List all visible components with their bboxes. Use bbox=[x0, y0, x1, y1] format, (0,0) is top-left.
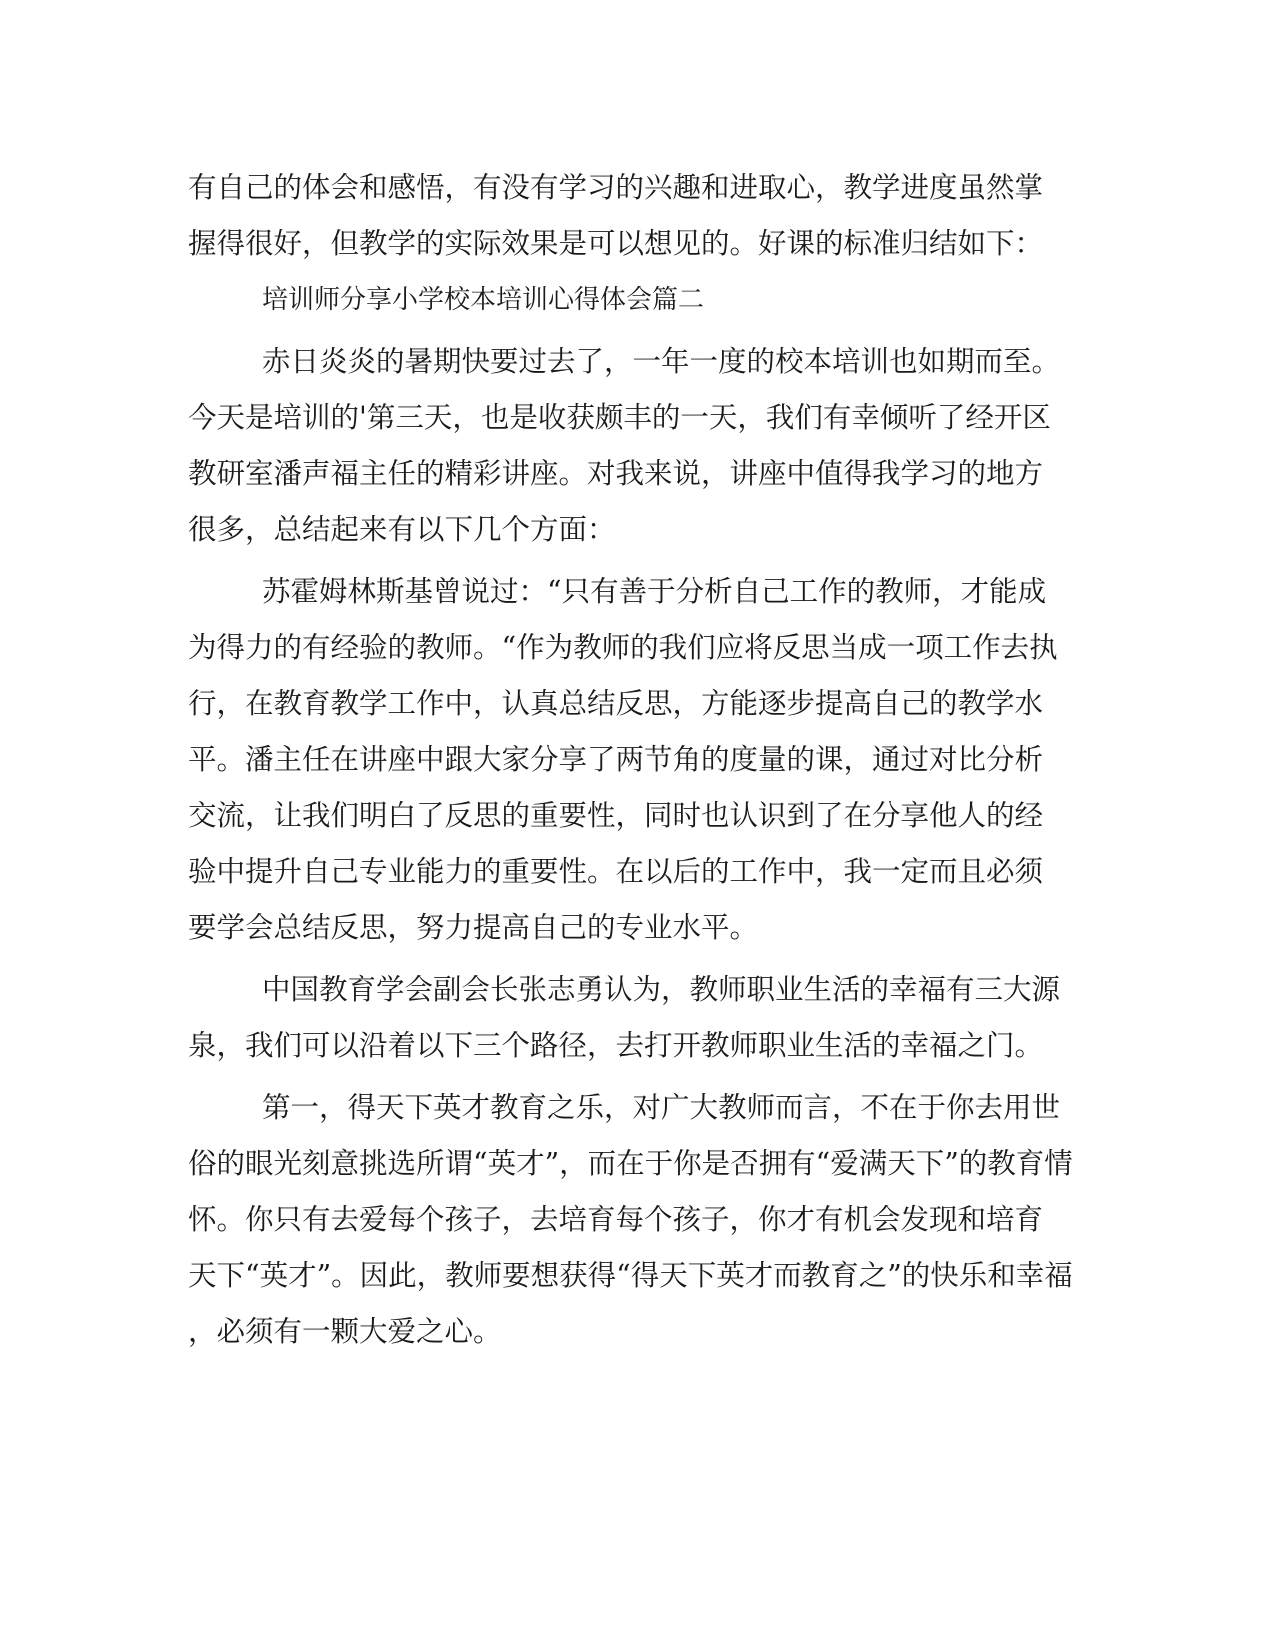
paragraph-first-line: 苏霍姆林斯基曾说过：“只有善于分析自己工作的教师，才能成 bbox=[262, 575, 1047, 608]
text-line: 天下“英才”。因此，教师要想获得“得天下英才而教育之”的快乐和幸福 bbox=[188, 1259, 1073, 1292]
text-line: 有自己的体会和感悟，有没有学习的兴趣和进取心，教学进度虽然掌 bbox=[188, 171, 1044, 204]
paragraph-first-line: 第一，得天下英才教育之乐，对广大教师而言，不在于你去用世 bbox=[262, 1091, 1061, 1124]
text-line: 泉，我们可以沿着以下三个路径，去打开教师职业生活的幸福之门。 bbox=[188, 1029, 1044, 1062]
text-line: 要学会总结反思，努力提高自己的专业水平。 bbox=[188, 911, 759, 944]
document-body bbox=[188, 160, 1088, 1360]
text-line: 平。潘主任在讲座中跟大家分享了两节角的度量的课，通过对比分析 bbox=[188, 743, 1044, 776]
text-line: 验中提升自己专业能力的重要性。在以后的工作中，我一定而且必须 bbox=[188, 855, 1044, 888]
text-line: 俗的眼光刻意挑选所谓“英才”，而在于你是否拥有“爱满天下”的教育情 bbox=[188, 1147, 1073, 1180]
text-line: 行，在教育教学工作中，认真总结反思，方能逐步提高自己的教学水 bbox=[188, 687, 1044, 720]
text-line: 今天是培训的'第三天，也是收获颇丰的一天，我们有幸倾听了经开区 bbox=[188, 401, 1051, 434]
paragraph-first-line: 赤日炎炎的暑期快要过去了，一年一度的校本培训也如期而至。 bbox=[262, 345, 1061, 378]
text-line: ，必须有一颗大爱之心。 bbox=[188, 1315, 502, 1348]
text-line: 为得力的有经验的教师。“作为教师的我们应将反思当成一项工作去执 bbox=[188, 631, 1058, 664]
text-line: 交流，让我们明白了反思的重要性，同时也认识到了在分享他人的经 bbox=[188, 799, 1044, 832]
text-line: 教研室潘声福主任的精彩讲座。对我来说，讲座中值得我学习的地方 bbox=[188, 457, 1044, 490]
text-line: 握得很好，但教学的实际效果是可以想见的。好课的标准归结如下： bbox=[188, 227, 1044, 260]
paragraph-first-line: 中国教育学会副会长张志勇认为，教师职业生活的幸福有三大源 bbox=[262, 973, 1061, 1006]
text-line: 怀。你只有去爱每个孩子，去培育每个孩子，你才有机会发现和培育 bbox=[188, 1203, 1044, 1236]
text-line: 很多，总结起来有以下几个方面： bbox=[188, 513, 616, 546]
section-subtitle: 培训师分享小学校本培训心得体会篇二 bbox=[262, 285, 705, 315]
